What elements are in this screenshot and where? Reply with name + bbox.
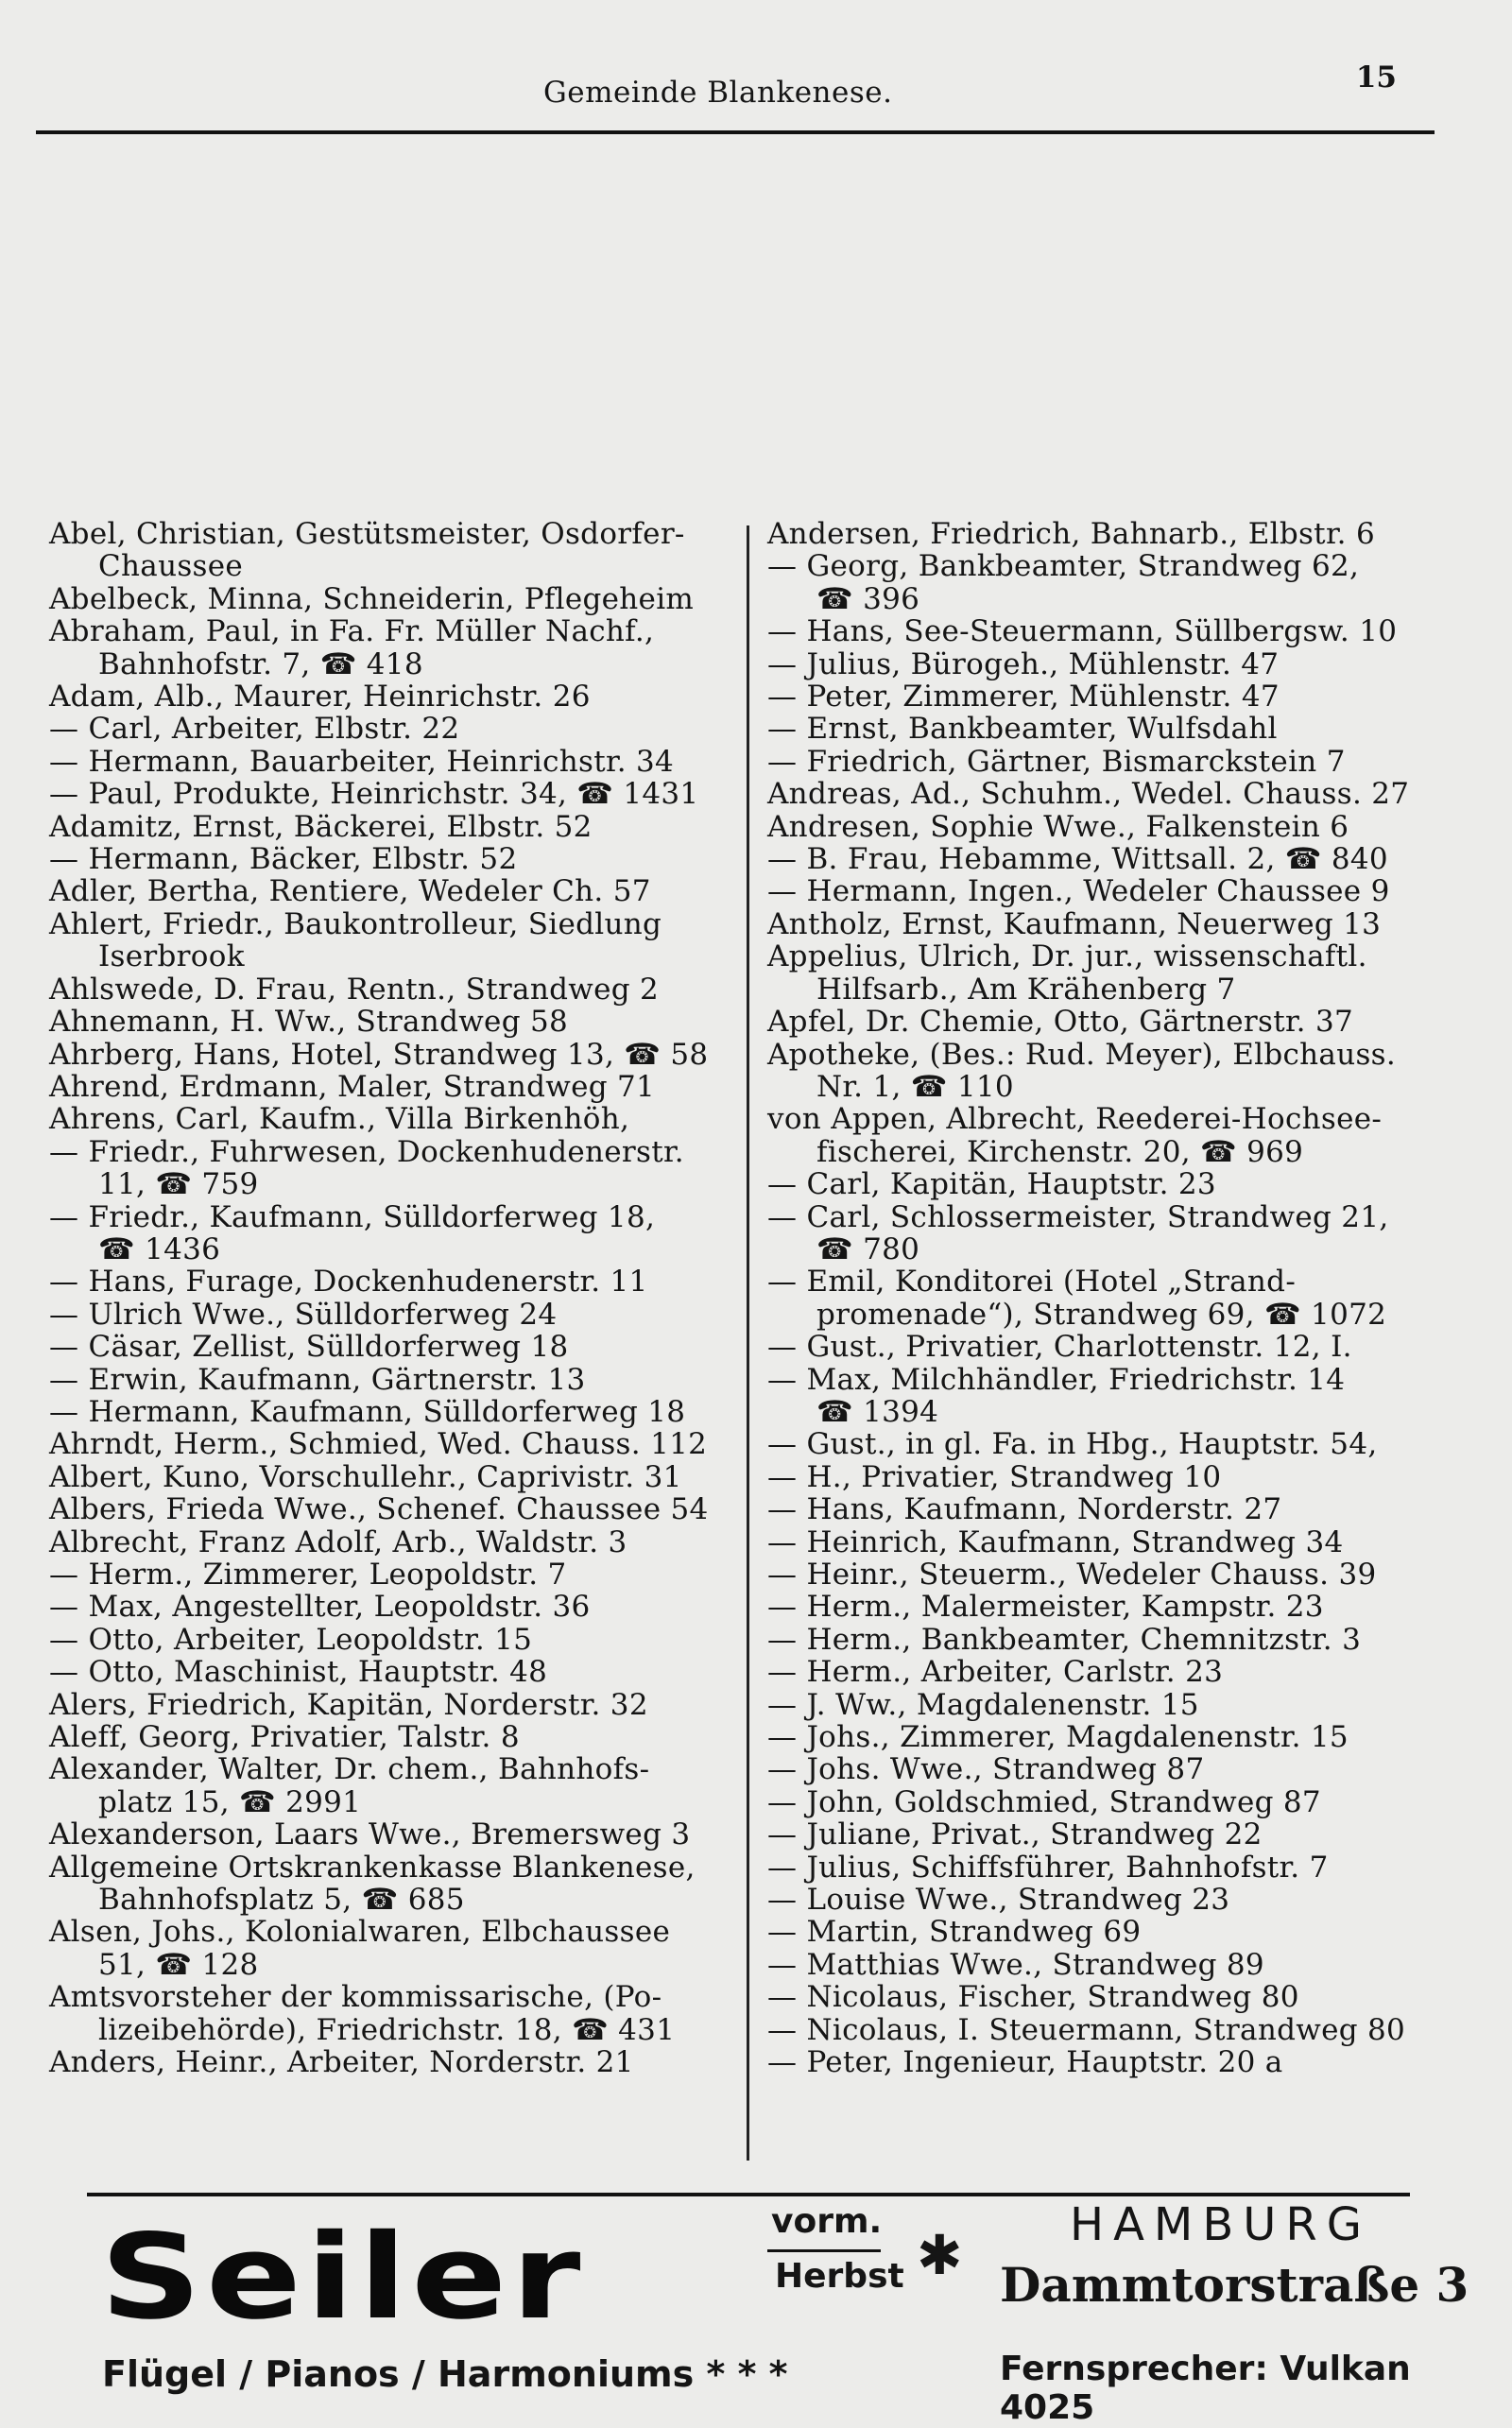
directory-entry: — Julius, Bürogeh., Mühlenstr. 47 (767, 646, 1280, 681)
directory-entry: — Hermann, Bauarbeiter, Heinrichstr. 34 (49, 744, 675, 779)
directory-entry: — Herm., Malermeister, Kampstr. 23 (767, 1590, 1324, 1625)
star-icon: ✱ (917, 2223, 963, 2287)
ad-vorm-label: vorm. (771, 2202, 883, 2241)
directory-entry: Apfel, Dr. Chemie, Otto, Gärtnerstr. 37 (767, 1005, 1354, 1040)
directory-entry: — Friedrich, Gärtner, Bismarckstein 7 (767, 744, 1346, 779)
column-divider (747, 525, 749, 2161)
ad-phone: Fernsprecher: Vulkan 4025 (1000, 2350, 1411, 2427)
directory-entry: — Ulrich Wwe., Sülldorferweg 24 (49, 1297, 558, 1332)
directory-entry: Ahrens, Carl, Kaufm., Villa Birkenhöh, (49, 1102, 630, 1137)
directory-entry: ☎ 396 (816, 581, 920, 616)
directory-entry: — Heinrich, Kaufmann, Strandweg 34 (767, 1524, 1344, 1559)
directory-entry: — Matthias Wwe., Strandweg 89 (767, 1947, 1264, 1982)
directory-entry: — Heinr., Steuerm., Wedeler Chauss. 39 (767, 1558, 1377, 1592)
directory-entry: fischerei, Kirchenstr. 20, ☎ 969 (816, 1134, 1304, 1169)
directory-entry: lizeibehörde), Friedrichstr. 18, ☎ 431 (98, 2012, 676, 2047)
directory-entry: — H., Privatier, Strandweg 10 (767, 1459, 1222, 1494)
directory-entry: — Carl, Arbeiter, Elbstr. 22 (49, 712, 460, 747)
directory-entry: Albrecht, Franz Adolf, Arb., Waldstr. 3 (49, 1524, 627, 1559)
directory-entry: Ahrndt, Herm., Schmied, Wed. Chauss. 112 (49, 1427, 708, 1462)
advertisement-rule (87, 2193, 1410, 2196)
directory-entry: — Georg, Bankbeamter, Strandweg 62, (767, 549, 1360, 584)
directory-entry: Andresen, Sophie Wwe., Falkenstein 6 (767, 809, 1349, 844)
directory-entry: — Louise Wwe., Strandweg 23 (767, 1883, 1230, 1918)
directory-entry: ☎ 780 (816, 1231, 920, 1266)
directory-entry: Aleff, Georg, Privatier, Talstr. 8 (49, 1720, 520, 1755)
page-title: Gemeinde Blankenese. (543, 76, 893, 110)
directory-entry: — Erwin, Kaufmann, Gärtnerstr. 13 (49, 1362, 586, 1397)
directory-entry: — Hans, See-Steuermann, Süllbergsw. 10 (767, 614, 1398, 649)
directory-entry: Adam, Alb., Maurer, Heinrichstr. 26 (49, 680, 591, 715)
ad-street: Dammtorstraße 3 (1000, 2257, 1469, 2313)
directory-entry: Alers, Friedrich, Kapitän, Norderstr. 32 (49, 1687, 648, 1722)
directory-entry: ☎ 1436 (98, 1231, 221, 1266)
directory-entry: Albert, Kuno, Vorschullehr., Caprivistr. 31 (49, 1459, 682, 1494)
ad-brand-name: Seiler (100, 2210, 586, 2346)
directory-entry: Adamitz, Ernst, Bäckerei, Elbstr. 52 (49, 809, 593, 844)
directory-entry: Alsen, Johs., Kolonialwaren, Elbchaussee (49, 1915, 671, 1950)
directory-entry: — Herm., Bankbeamter, Chemnitzstr. 3 (767, 1622, 1362, 1657)
directory-entry: Chaussee (98, 549, 244, 584)
directory-entry: — Hermann, Bäcker, Elbstr. 52 (49, 842, 518, 877)
header-rule (36, 130, 1435, 134)
left-column (49, 518, 748, 2079)
directory-entry: — Carl, Kapitän, Hauptstr. 23 (767, 1167, 1216, 1202)
directory-entry: — Hermann, Ingen., Wedeler Chaussee 9 (767, 874, 1390, 909)
ad-vorm-divider (767, 2249, 881, 2252)
directory-entry: — Peter, Zimmerer, Mühlenstr. 47 (767, 680, 1280, 715)
directory-entry: — Ernst, Bankbeamter, Wulfsdahl (767, 712, 1278, 747)
directory-entry: — J. Ww., Magdalenenstr. 15 (767, 1687, 1199, 1722)
directory-entry: — Peter, Ingenieur, Hauptstr. 20 a (767, 2045, 1283, 2080)
directory-entry: Ahlswede, D. Frau, Rentn., Strandweg 2 (49, 972, 660, 1007)
directory-entry: — Johs. Wwe., Strandweg 87 (767, 1752, 1205, 1787)
directory-entry: Ahlert, Friedr., Baukontrolleur, Siedlung (49, 906, 662, 941)
directory-entry: Antholz, Ernst, Kaufmann, Neuerweg 13 (767, 906, 1382, 941)
directory-entry: Ahrberg, Hans, Hotel, Strandweg 13, ☎ 58 (49, 1037, 709, 1072)
directory-entry: — John, Goldschmied, Strandweg 87 (767, 1784, 1321, 1819)
directory-entry: Hilfsarb., Am Krähenberg 7 (816, 972, 1236, 1007)
directory-entry: Amtsvorsteher der kommissarische, (Po- (49, 1980, 662, 2015)
directory-entry: von Appen, Albrecht, Reederei-Hochsee- (767, 1102, 1383, 1137)
directory-entry: — Emil, Konditorei (Hotel „Strand- (767, 1265, 1297, 1300)
directory-entry: Apotheke, (Bes.: Rud. Meyer), Elbchauss. (767, 1037, 1397, 1072)
directory-entry: Andersen, Friedrich, Bahnarb., Elbstr. 6 (767, 517, 1375, 551)
ad-products: Flügel / Pianos / Harmoniums * * * (102, 2353, 788, 2395)
directory-entry: Appelius, Ulrich, Dr. jur., wissenschaftl. (767, 939, 1367, 974)
ad-city: HAMBURG (1070, 2198, 1371, 2251)
directory-entry: platz 15, ☎ 2991 (98, 1784, 362, 1819)
directory-entry: promenade“), Strandweg 69, ☎ 1072 (816, 1297, 1387, 1332)
directory-entry: — Julius, Schiffsführer, Bahnhofstr. 7 (767, 1850, 1329, 1885)
directory-entry: Andreas, Ad., Schuhm., Wedel. Chauss. 27 (767, 777, 1410, 812)
directory-entry: 51, ☎ 128 (98, 1947, 259, 1982)
ad-herbst-label: Herbst (775, 2257, 904, 2296)
directory-entry: — Carl, Schlossermeister, Strandweg 21, (767, 1199, 1389, 1234)
directory-entry: Abelbeck, Minna, Schneiderin, Pflegeheim (49, 581, 695, 616)
directory-entry: Adler, Bertha, Rentiere, Wedeler Ch. 57 (49, 874, 651, 909)
directory-entry: — Gust., in gl. Fa. in Hbg., Hauptstr. 54, (767, 1427, 1378, 1462)
directory-entry: Albers, Frieda Wwe., Schenef. Chaussee 54 (49, 1492, 709, 1527)
directory-entry: — Cäsar, Zellist, Sülldorferweg 18 (49, 1330, 569, 1365)
directory-entry: — Friedr., Kaufmann, Sülldorferweg 18, (49, 1199, 656, 1234)
directory-entry: — Nicolaus, I. Steuermann, Strandweg 80 (767, 2012, 1406, 2047)
directory-entry: — Hans, Furage, Dockenhudenerstr. 11 (49, 1265, 648, 1300)
directory-entry: Bahnhofstr. 7, ☎ 418 (98, 646, 423, 681)
directory-entry: — Martin, Strandweg 69 (767, 1915, 1142, 1950)
directory-entry: — Friedr., Fuhrwesen, Dockenhudenerstr. (49, 1134, 684, 1169)
directory-entry: — B. Frau, Hebamme, Wittsall. 2, ☎ 840 (767, 842, 1388, 877)
directory-entry: Ahnemann, H. Ww., Strandweg 58 (49, 1005, 569, 1040)
directory-entry: — Hans, Kaufmann, Norderstr. 27 (767, 1492, 1282, 1527)
directory-entry: Abraham, Paul, in Fa. Fr. Müller Nachf., (49, 614, 655, 649)
directory-entry: Anders, Heinr., Arbeiter, Norderstr. 21 (49, 2045, 634, 2080)
directory-entry: — Otto, Maschinist, Hauptstr. 48 (49, 1655, 548, 1690)
page-number: 15 (1355, 60, 1397, 95)
directory-entry: — Hermann, Kaufmann, Sülldorferweg 18 (49, 1394, 686, 1429)
directory-entry: — Max, Milchhändler, Friedrichstr. 14 (767, 1362, 1346, 1397)
directory-entry: 11, ☎ 759 (98, 1167, 259, 1202)
page-header (38, 59, 1435, 134)
directory-entry: Alexanderson, Laars Wwe., Bremersweg 3 (49, 1817, 691, 1852)
directory-entry: — Herm., Zimmerer, Leopoldstr. 7 (49, 1558, 567, 1592)
directory-entry: Ahrend, Erdmann, Maler, Strandweg 71 (49, 1069, 656, 1104)
directory-entry: Nr. 1, ☎ 110 (816, 1069, 1014, 1104)
directory-entry: Allgemeine Ortskrankenkasse Blankenese, (49, 1850, 696, 1885)
directory-entry: — Juliane, Privat., Strandweg 22 (767, 1817, 1263, 1852)
directory-entry: — Johs., Zimmerer, Magdalenenstr. 15 (767, 1720, 1349, 1755)
directory-entry: — Gust., Privatier, Charlottenstr. 12, I. (767, 1330, 1352, 1365)
right-column (767, 518, 1465, 2079)
directory-entry: — Otto, Arbeiter, Leopoldstr. 15 (49, 1622, 533, 1657)
directory-entry: Iserbrook (98, 939, 245, 974)
directory-entry: — Max, Angestellter, Leopoldstr. 36 (49, 1590, 591, 1625)
directory-entry: — Nicolaus, Fischer, Strandweg 80 (767, 1980, 1299, 2015)
directory-entry: Bahnhofsplatz 5, ☎ 685 (98, 1883, 465, 1918)
directory-entry: Alexander, Walter, Dr. chem., Bahnhofs- (49, 1752, 650, 1787)
directory-entry: — Paul, Produkte, Heinrichstr. 34, ☎ 1431 (49, 777, 699, 812)
advertisement (87, 2198, 1486, 2427)
directory-entry: Abel, Christian, Gestütsmeister, Osdorfer- (49, 517, 685, 551)
directory-entry: — Herm., Arbeiter, Carlstr. 23 (767, 1655, 1224, 1690)
directory-entry: ☎ 1394 (816, 1394, 939, 1429)
